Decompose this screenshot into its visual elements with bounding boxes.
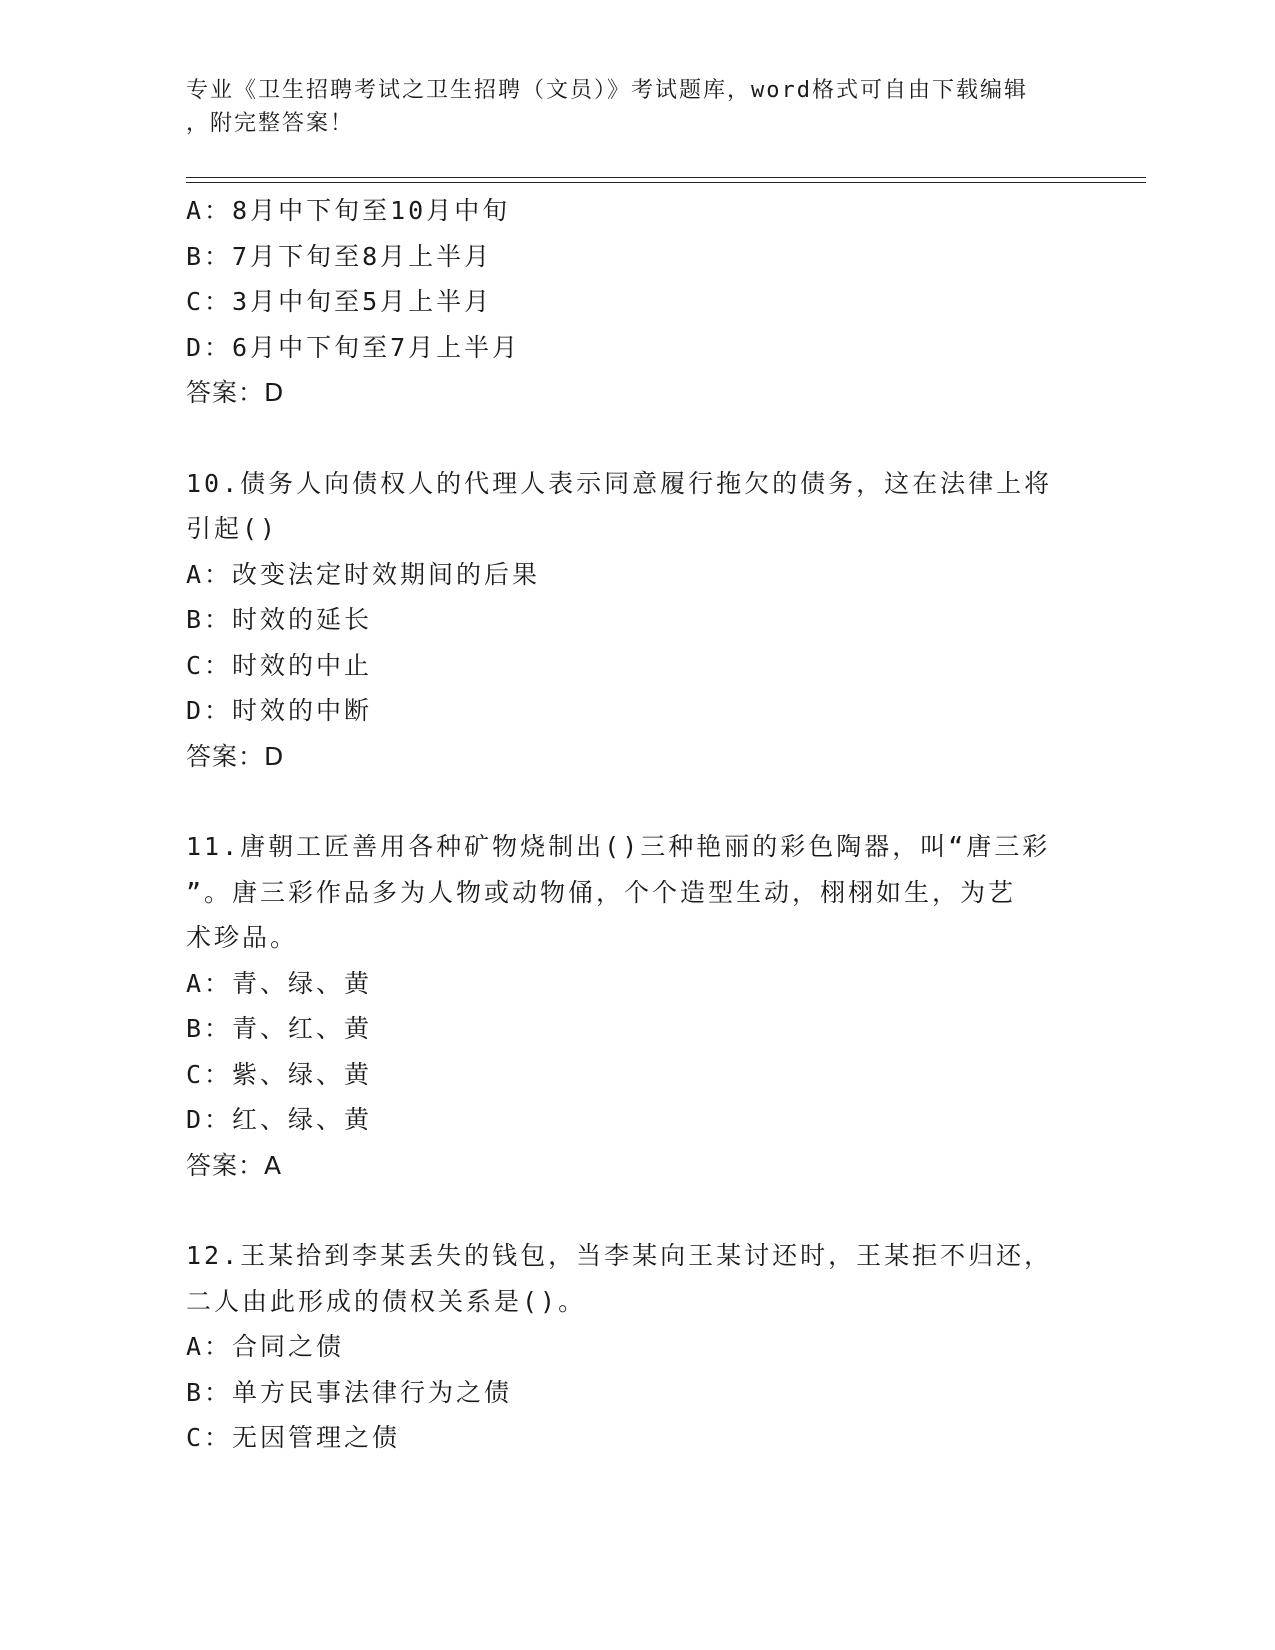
option-a: A：改变法定时效期间的后果 (186, 559, 541, 589)
option-b: B：青、红、黄 (186, 1014, 373, 1043)
question-stem-line: 引起() (186, 514, 279, 543)
answer: 答案：A (186, 1150, 283, 1180)
option-c: C：无因管理之债 (186, 1423, 401, 1452)
header-line-1: 专业《卫生招聘考试之卫生招聘（文员）》考试题库，word格式可自由下载编辑 (186, 78, 1028, 103)
question-stem-line: 12.王某拾到李某丢失的钱包，当李某向王某讨还时，王某拒不归还， (186, 1241, 1053, 1270)
answer: 答案：D (186, 378, 285, 407)
option-b: B：7月下旬至8月上半月 (186, 241, 493, 271)
question-stem-line: ”。唐三彩作品多为人物或动物俑，个个造型生动，栩栩如生，为艺 (186, 877, 1017, 907)
question-list (186, 188, 1066, 1461)
option-a: A：8月中下旬至10月中旬 (186, 196, 511, 225)
question-12 (186, 1233, 1066, 1461)
option-d: D：时效的中断 (186, 696, 373, 725)
question-stem-line: 10.债务人向债权人的代理人表示同意履行拖欠的债务，这在法律上将 (186, 468, 1053, 498)
option-d: D：6月中下旬至7月上半月 (186, 332, 521, 362)
option-b: B：时效的延长 (186, 605, 373, 634)
option-a: A：青、绿、黄 (186, 968, 373, 998)
spacer (186, 1188, 1066, 1233)
option-c: C：时效的中止 (186, 650, 373, 680)
header-line-2: ，附完整答案！ (186, 111, 355, 136)
answer: 答案：D (186, 741, 285, 771)
document-header (186, 74, 1066, 140)
option-c: C：3月中旬至5月上半月 (186, 287, 493, 316)
question-stem-line: 11.唐朝工匠善用各种矿物烧制出()三种艳丽的彩色陶器，叫“唐三彩 (186, 832, 1051, 861)
question-11 (186, 824, 1066, 1188)
question-10 (186, 461, 1066, 780)
option-a: A：合同之债 (186, 1332, 345, 1361)
header-divider-bottom (186, 182, 1146, 183)
question-stem-line: 二人由此形成的债权关系是()。 (186, 1286, 587, 1316)
option-c: C：紫、绿、黄 (186, 1059, 373, 1089)
spacer (186, 779, 1066, 824)
option-b: B：单方民事法律行为之债 (186, 1377, 513, 1407)
spacer (186, 416, 1066, 461)
header-divider-top (186, 177, 1146, 178)
question-9 (186, 188, 1066, 416)
option-d: D：红、绿、黄 (186, 1105, 373, 1134)
question-stem-line: 术珍品。 (186, 923, 299, 952)
